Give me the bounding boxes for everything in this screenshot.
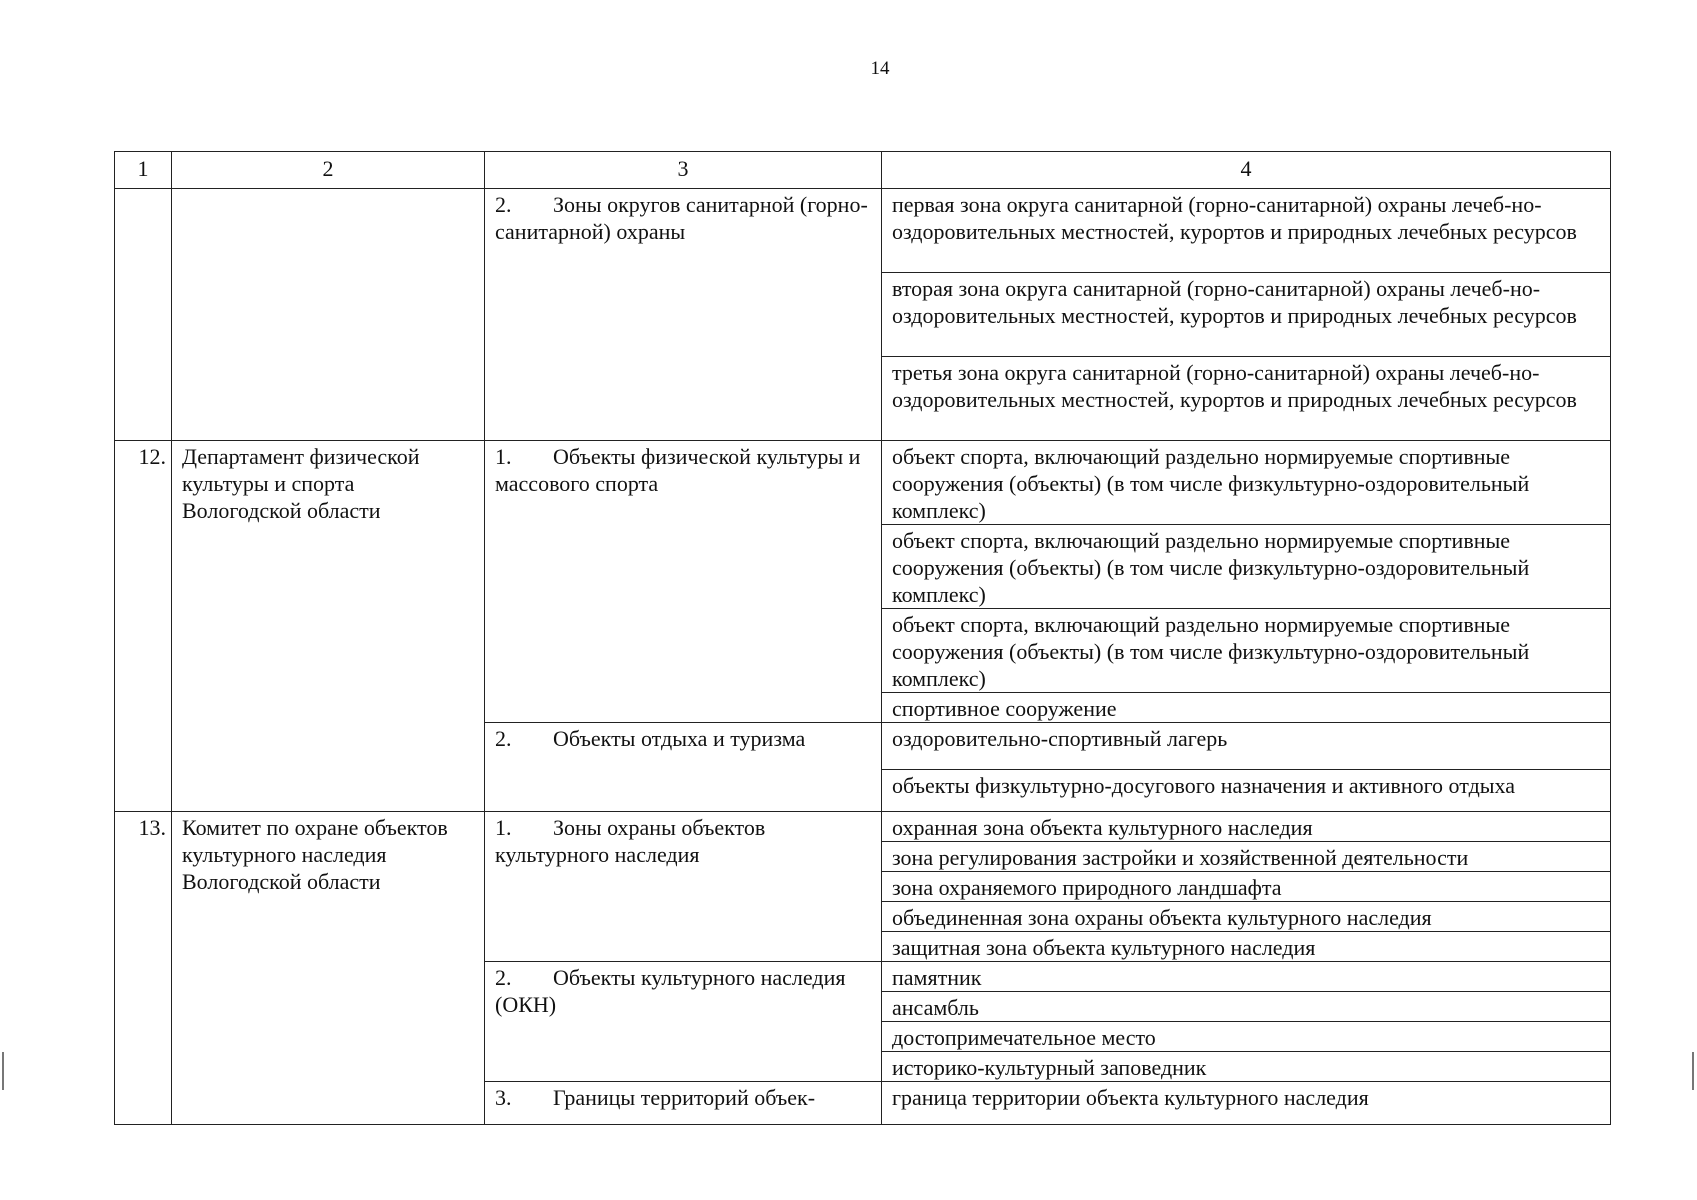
department-cell: Департамент физической культуры и спорта Вологодской области xyxy=(172,441,485,812)
department-cell xyxy=(172,189,485,441)
table-row xyxy=(115,189,1611,273)
page-number: 14 xyxy=(870,58,890,79)
item-number: 2. xyxy=(495,965,512,990)
row-number-cell: 13. xyxy=(115,812,172,1125)
item-text: Объекты отдыха и туризма xyxy=(553,726,806,751)
column-header: 4 xyxy=(882,152,1611,189)
object-entry: вторая зона округа санитарной (горно-санитарной) охраны лечеб-но-оздоровительных местностей, курортов и природных лечебных ресурсов xyxy=(882,273,1611,357)
data-table xyxy=(114,151,1611,1125)
object-entry: ансамбль xyxy=(882,992,1611,1022)
object-entry: достопримечательное место xyxy=(882,1022,1611,1052)
item-text: Зоны округов санитарной (горно-санитарной) охраны xyxy=(495,192,868,244)
object-entry: зона регулирования застройки и хозяйственной деятельности xyxy=(882,842,1611,872)
table-header-row xyxy=(115,152,1611,189)
item-number: 1. xyxy=(495,444,512,469)
object-type-cell xyxy=(485,1082,882,1125)
scan-edge-mark xyxy=(1692,1052,1694,1090)
object-entry: защитная зона объекта культурного наследия xyxy=(882,932,1611,962)
column-header: 1 xyxy=(115,152,172,189)
object-type-cell xyxy=(485,189,882,441)
object-entry: зона охраняемого природного ландшафта xyxy=(882,872,1611,902)
object-entry: объединенная зона охраны объекта культурного наследия xyxy=(882,902,1611,932)
object-type-cell xyxy=(485,441,882,723)
object-entry: объект спорта, включающий раздельно нормируемые спортивные сооружения (объекты) (в том числе физкультурно-оздоровительный комплекс) xyxy=(882,609,1611,693)
item-number: 2. xyxy=(495,192,512,217)
table-row xyxy=(115,812,1611,842)
item-number: 1. xyxy=(495,815,512,840)
scan-edge-mark xyxy=(2,1052,4,1090)
table-row xyxy=(115,441,1611,525)
column-header: 3 xyxy=(485,152,882,189)
row-number-cell: 12. xyxy=(115,441,172,812)
object-type-cell xyxy=(485,812,882,962)
object-type-cell xyxy=(485,723,882,812)
object-entry: объект спорта, включающий раздельно нормируемые спортивные сооружения (объекты) (в том числе физкультурно-оздоровительный комплекс) xyxy=(882,441,1611,525)
object-entry: объект спорта, включающий раздельно нормируемые спортивные сооружения (объекты) (в том числе физкультурно-оздоровительный комплекс) xyxy=(882,525,1611,609)
column-header: 2 xyxy=(172,152,485,189)
object-type-cell xyxy=(485,962,882,1082)
item-number: 3. xyxy=(495,1085,512,1110)
object-entry: историко-культурный заповедник xyxy=(882,1052,1611,1082)
item-text: Объекты физической культуры и массового спорта xyxy=(495,444,861,496)
object-entry: памятник xyxy=(882,962,1611,992)
object-entry: граница территории объекта культурного наследия xyxy=(882,1082,1611,1125)
item-text: Границы территорий объек- xyxy=(553,1085,816,1110)
item-text: Объекты культурного наследия (ОКН) xyxy=(495,965,846,1017)
object-entry: спортивное сооружение xyxy=(882,693,1611,723)
row-number-cell xyxy=(115,189,172,441)
object-entry: оздоровительно-спортивный лагерь xyxy=(882,723,1611,770)
object-entry: первая зона округа санитарной (горно-санитарной) охраны лечеб-но-оздоровительных местностей, курортов и природных лечебных ресурсов xyxy=(882,189,1611,273)
department-cell: Комитет по охране объектов культурного наследия Вологодской области xyxy=(172,812,485,1125)
object-entry: третья зона округа санитарной (горно-санитарной) охраны лечеб-но-оздоровительных местностей, курортов и природных лечебных ресурсов xyxy=(882,357,1611,441)
object-entry: объекты физкультурно-досугового назначения и активного отдыха xyxy=(882,770,1611,812)
object-entry: охранная зона объекта культурного наследия xyxy=(882,812,1611,842)
item-number: 2. xyxy=(495,726,512,751)
item-text: Зоны охраны объектов культурного наследия xyxy=(495,815,766,867)
